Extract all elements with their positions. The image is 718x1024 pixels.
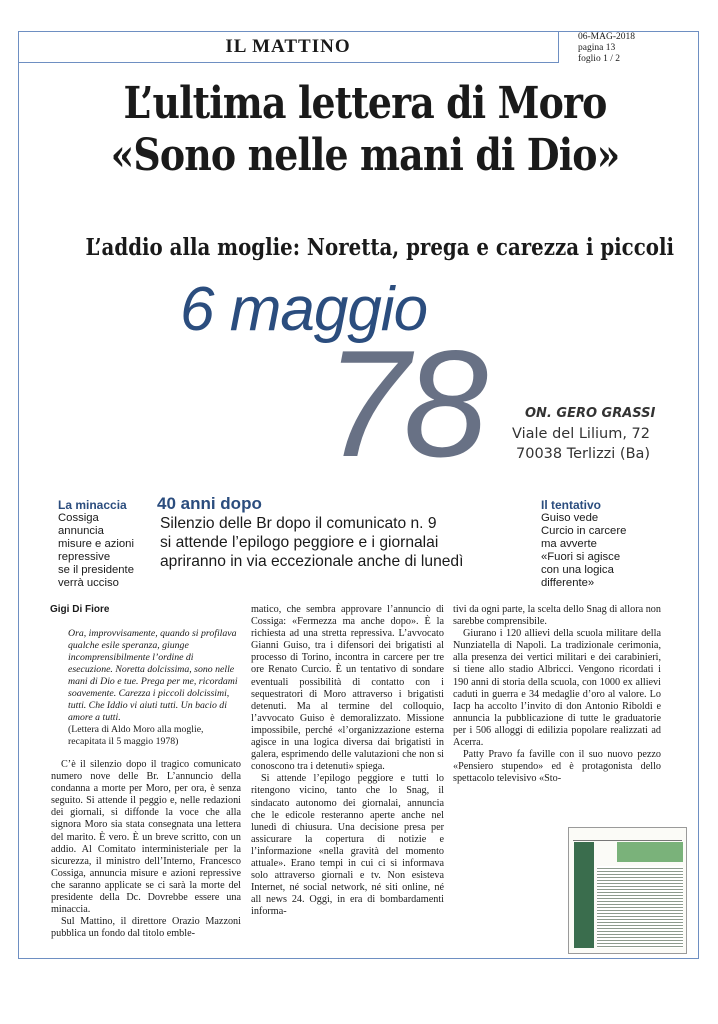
box-right-line: «Fuori si agisce	[541, 551, 621, 563]
box-left-line: se il presidente	[58, 564, 134, 576]
address-stamp	[512, 404, 692, 464]
article-column-1	[51, 759, 241, 940]
headline-line-2: «Sono nelle mani di Dio»	[110, 130, 620, 181]
byline: Gigi Di Fiore	[50, 604, 110, 615]
clipping-meta	[563, 32, 695, 65]
box-left-text	[58, 512, 168, 590]
box-left-line: annuncia	[58, 525, 104, 537]
box-right-line: differente»	[541, 577, 595, 589]
box-center-line: si attende l’epilogo peggiore e i giornalai	[160, 534, 439, 551]
box-right-kicker: Il tentativo	[541, 498, 602, 512]
paragraph: matico, che sembra approvare l’annuncio di Cossiga: «Fermezza ma anche dopo». È la richiesta ad una stretta repressiva. L’avvocato Gianni Guiso, tra i difensori dei brigatisti al processo di Torino, incontra in carcere per tre ore Renato Curcio. È un tentativo di sondare eventuali possibilità di contatto con i sequestratori di Moro attraverso i brigatisti detenuti. Ma al termine del colloquio, l’avvocato Guiso è demoralizzato. Missione impossibile, perché «l’organizzazione esterna agisce in una logica diversa dai brigatisti in galera, esprimendo delle valutazioni che non si conoscono tra i detenuti» spiega.	[251, 604, 444, 773]
subheadline: L’addio alla moglie: Noretta, prega e carezza i piccoli	[85, 234, 674, 261]
paragraph: tivi da ogni parte, la scelta dello Snag di allora non sarebbe comprensibile.	[453, 604, 661, 628]
clipping-page: pagina 13	[578, 43, 616, 53]
masthead: IL MATTINO	[18, 31, 559, 63]
article-column-3	[453, 604, 661, 785]
article-column-2	[251, 604, 444, 918]
graphic-date: 6 maggio	[180, 275, 428, 344]
thumbnail-photo-secondary	[617, 842, 683, 862]
box-center-text	[157, 514, 517, 571]
paragraph: Giurano i 120 allievi della scuola militare della Nunziatella di Napoli. La tradizionale cerimonia, alla presenza dei vertici militari e dei carabinieri, si tiene allo stadio Albricci. Vengono ricordati i 190 anni di storia della scuola, con 1000 ex allievi caduti in guerra e 34 medaglie d’oro al valore. Lo Iacp ha accolto l’invito di don Antonio Riboldi e annuncia la pubblicazione di tutte le graduatorie per i 506 alloggi di edilizia popolare realizzati ad Acerra.	[453, 628, 661, 749]
box-right-text	[541, 512, 681, 590]
box-right-line: con una logica	[541, 564, 614, 576]
quote-note: (Lettera di Aldo Moro alla moglie, recapitata il 5 maggio 1978)	[68, 724, 204, 747]
paragraph: Patty Pravo fa faville con il suo nuovo pezzo «Pensiero stupendo» ed è protagonista dello spettacolo televisivo «Sto-	[453, 749, 661, 785]
box-right-line: Guiso vede	[541, 512, 599, 524]
paragraph: Sul Mattino, il direttore Orazio Mazzoni pubblica un fondo dal titolo emble-	[51, 916, 241, 940]
box-right-line: ma avverte	[541, 538, 597, 550]
graphic-year: 78	[325, 319, 483, 489]
box-center-line: Silenzio delle Br dopo il comunicato n. 9	[160, 515, 437, 532]
stamp-address-2: 70038 Terlizzi (Ba)	[516, 446, 651, 462]
box-left-line: verrà ucciso	[58, 577, 119, 589]
quote-text: Ora, improvvisamente, quando si profilava qualche esile speranza, giunge incomprensibilmente l’ordine di esecuzione. Noretta dolcissima, sono nelle mani di Dio e tue. Prega per me, ricordami soavemente. Carezza i piccoli dolcissimi, tutti. Che Iddio vi aiuti tutti. Un bacio di amore a tutti.	[68, 628, 238, 723]
paragraph: C’è il silenzio dopo il tragico comunicato numero nove delle Br. L’annuncio della condanna a morte per Moro, per ora, è senza seguito. Si attende il peggio e, nelle redazioni dei giornali, si diffonde la voce che alla signora Moro sia stata consegnata una lettera del marito. È vero. È un breve scritto, con un addio. Al Comitato interministeriale per la sicurezza, il ministro dell’Interno, Francesco Cossiga, annuncia misure e azioni repressive che saranno applicate se ci sarà la morte del presidente della Dc. Dovrebbe essere una minaccia.	[51, 759, 241, 916]
box-left-line: Cossiga	[58, 512, 99, 524]
page-thumbnail	[568, 827, 687, 954]
clipping-sheet: foglio 1 / 2	[578, 54, 620, 64]
thumbnail-photo	[574, 842, 594, 948]
thumbnail-header	[573, 832, 682, 841]
paragraph: Si attende l’epilogo peggiore e tutti lo ritengono vicino, tanto che lo Snag, il sindacato autonomo dei giornalai, annuncia che le edicole resteranno aperte anche nel lunedì di chiusura. Una decisione presa per assicurare la copertura di notizie e l’informazione «nella gravità del momento attuale». Erano tempi in cui ci si informava solo attraverso giornali e tv. Non esisteva Internet, né social network, né siti online, né all news 24. Oggi, in era di bombardamenti informa-	[251, 773, 444, 918]
headline-line-1: L’ultima lettera di Moro	[123, 78, 607, 129]
box-left-line: repressive	[58, 551, 111, 563]
letter-quote	[68, 628, 240, 748]
thumbnail-text-lines	[597, 866, 683, 948]
box-left-kicker: La minaccia	[58, 498, 127, 512]
stamp-name: ON. GERO GRASSI	[525, 406, 656, 421]
box-left-line: misure e azioni	[58, 538, 134, 550]
clipping-date: 06-MAG-2018	[578, 32, 635, 42]
sidebar-box-right	[541, 498, 681, 590]
box-center-line: apriranno in via eccezionale anche di lunedì	[160, 553, 464, 570]
sidebar-box-left	[58, 498, 168, 590]
box-center-kicker: 40 anni dopo	[157, 494, 262, 513]
sidebar-box-center	[157, 494, 517, 571]
stamp-address-1: Viale del Lilium, 72	[512, 426, 650, 442]
headline	[86, 78, 645, 182]
box-right-line: Curcio in carcere	[541, 525, 627, 537]
